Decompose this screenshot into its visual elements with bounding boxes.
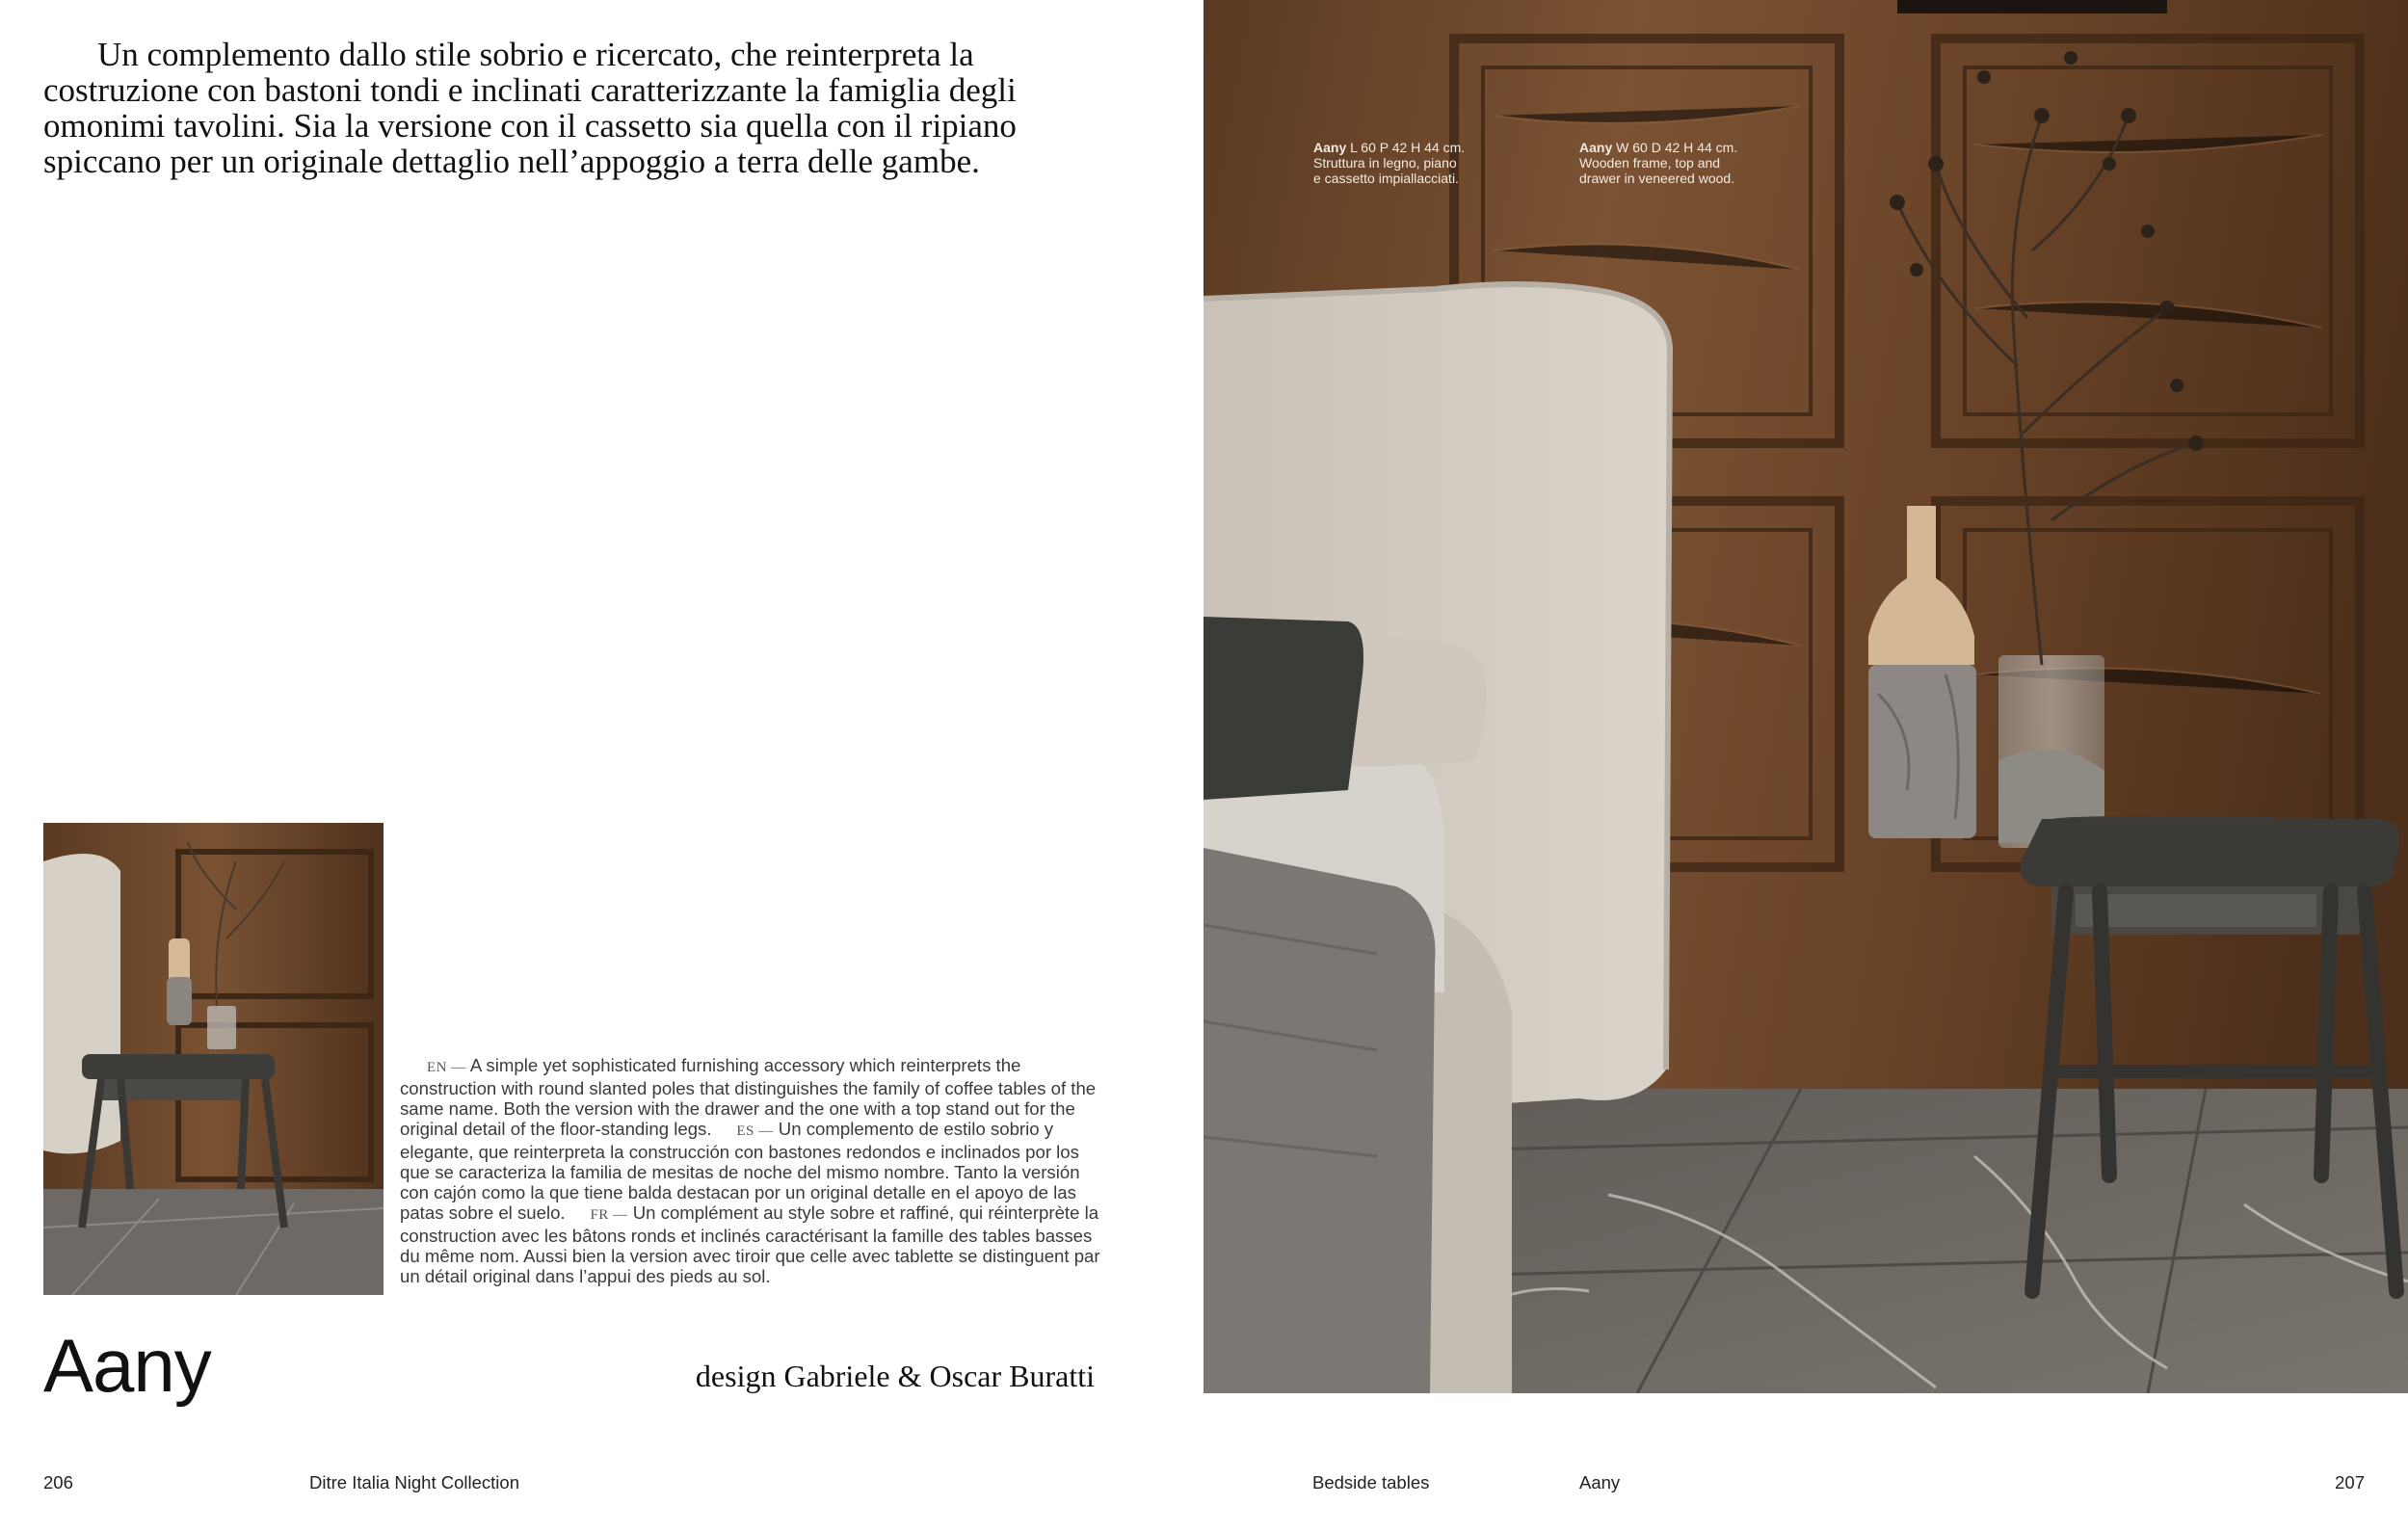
specs-en-line3: drawer in veneered wood. (1579, 171, 1735, 186)
thumbnail-illustration (43, 823, 384, 1295)
page-number-left: 206 (43, 1472, 73, 1492)
lang-tag-es: ES — (736, 1123, 774, 1139)
specs-italian (1313, 140, 1516, 186)
specs-en-dims: W 60 D 42 H 44 cm. (1612, 140, 1738, 155)
thumbnail-photo (43, 823, 384, 1295)
main-photo-illustration (1204, 0, 2408, 1393)
specs-it-line2: Struttura in legno, piano (1313, 155, 1457, 171)
lang-tag-fr: FR — (590, 1207, 628, 1223)
intro-text: Un complemento dallo stile sobrio e ricercato, che reinterpreta la costruzione con bastoni tondi e inclinati caratterizzante la famiglia degli omonimi tavolini. Sia la versione con il cassetto sia quella con il ripiano spiccano per un originale dettaglio nell’appoggio a terra delle gambe. (43, 36, 1017, 180)
specs-en-name: Aany (1579, 140, 1613, 155)
description-fr: Un complément au style sobre et raffiné, qui réinterprète la construction avec les bâtons ronds et inclinés caractérisant la famille des tables basses du même nom. Aussi bien la version avec tiroir que celle avec tablette se distinguent par un détail original dans l’appui des pieds au sol. (400, 1202, 1100, 1286)
description-en: A simple yet sophisticated furnishing accessory which reinterprets the construction with round slanted poles that distinguishes the family of coffee tables of the same name. Both the version with the drawer and the one with a top stand out for the original detail of the floor-standing legs. (400, 1055, 1097, 1139)
description-paragraph (400, 1055, 1108, 1286)
specs-en-line2: Wooden frame, top and (1579, 155, 1721, 171)
specs-it-line1 (1313, 140, 1516, 155)
specs-english (1579, 140, 1782, 186)
specs-it-name: Aany (1313, 140, 1347, 155)
designer-credit: design Gabriele & Oscar Buratti (695, 1359, 1095, 1393)
lang-tag-en: EN — (427, 1060, 466, 1075)
specs-it-dims: L 60 P 42 H 44 cm. (1346, 140, 1466, 155)
section-name: Bedside tables (1312, 1472, 1430, 1492)
multilingual-description (400, 1055, 1108, 1286)
page-number-right: 207 (2335, 1472, 2365, 1492)
specs-en-line1 (1579, 140, 1782, 155)
collection-name: Ditre Italia Night Collection (309, 1472, 519, 1492)
footer-product-name: Aany (1579, 1472, 1621, 1492)
product-title: Aany (43, 1323, 211, 1408)
main-product-photo (1204, 0, 2408, 1393)
specs-it-line3: e cassetto impiallacciati. (1313, 171, 1459, 186)
intro-paragraph (43, 37, 1123, 179)
description-es: Un complemento de estilo sobrio y elegante, que reinterpreta la construcción con bastones redondos e inclinados por los que se caracteriza la familia de mesitas de noche del mismo nombre. Tanto la versión con cajón como la que tiene balda destacan por un original detalle en el apoyo de las patas sobre el suelo. (400, 1119, 1080, 1223)
